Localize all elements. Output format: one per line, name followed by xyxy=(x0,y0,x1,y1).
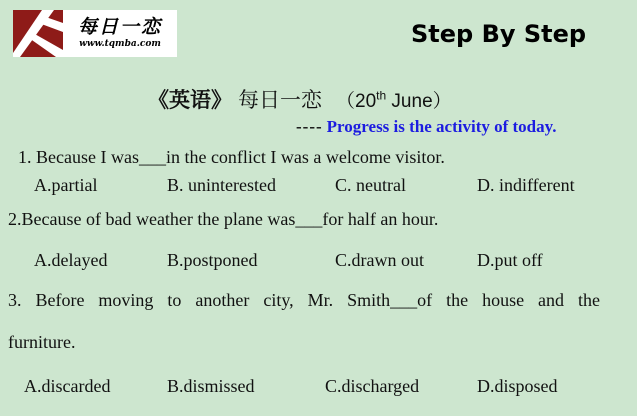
question-2-option-a: A.delayed xyxy=(34,250,108,270)
header-slogan: Step By Step xyxy=(411,20,587,48)
question-3-option-c: C.discharged xyxy=(325,376,420,396)
motto-line xyxy=(296,117,556,137)
title-date xyxy=(336,88,452,112)
question-3-text-line2: furniture. xyxy=(8,332,76,352)
title-book-name: 《英语》 xyxy=(148,88,232,112)
title-date-ordinal: th xyxy=(376,88,387,103)
logo-website: www.tqmba.com xyxy=(79,39,161,49)
title-series-name: 每日一恋 xyxy=(238,88,322,112)
question-1-option-b: B. uninterested xyxy=(167,175,276,195)
question-2-text: 2.Because of bad weather the plane was___for half an hour. xyxy=(8,209,439,229)
question-3-text-line1: 3. Before moving to another city, Mr. Smith___of the house and the xyxy=(8,290,600,310)
title-date-prefix: （20 xyxy=(336,91,377,112)
question-1-option-a: A.partial xyxy=(34,175,98,195)
question-3-option-d: D.disposed xyxy=(477,376,558,396)
question-2-options xyxy=(0,250,637,270)
logo-text xyxy=(63,10,177,57)
question-1-options xyxy=(0,175,637,195)
question-2-option-b: B.postponed xyxy=(167,250,258,270)
site-logo xyxy=(13,10,177,57)
logo-calligraphy: 每日一恋 xyxy=(77,16,162,38)
question-1-option-c: C. neutral xyxy=(335,175,406,195)
question-2-option-c: C.drawn out xyxy=(335,250,424,270)
title-date-suffix: June） xyxy=(386,91,452,112)
question-1-option-d: D. indifferent xyxy=(477,175,575,195)
question-3-options xyxy=(0,376,637,396)
question-3-option-a: A.discarded xyxy=(24,376,111,396)
page-title xyxy=(148,84,452,114)
brand-mark-icon xyxy=(13,10,63,57)
motto-dashes: ---- xyxy=(296,117,323,136)
question-2-option-d: D.put off xyxy=(477,250,543,270)
question-1-text: 1. Because I was___in the conflict I was a welcome visitor. xyxy=(18,147,445,167)
question-3-option-b: B.dismissed xyxy=(167,376,255,396)
motto-text: Progress is the activity of today. xyxy=(326,117,557,136)
